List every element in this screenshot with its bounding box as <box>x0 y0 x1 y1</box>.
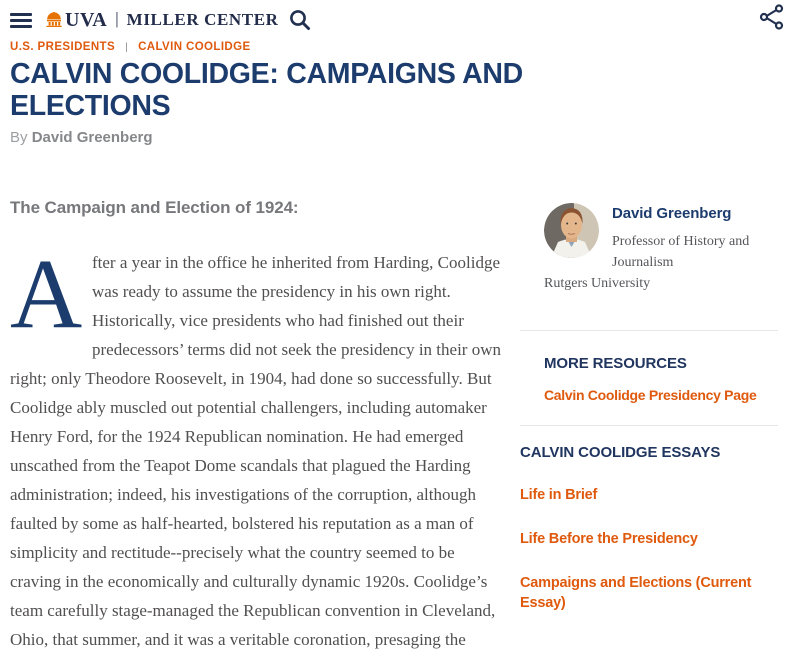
paragraph-text: fter a year in the office he inherited from Harding, Coolidge was ready to assume the presidency in his own right. Historically, vice presidents who had finished out their predecessors’ terms did not seek the presidency in their own right; only Theodore Roosevelt, in 1904, had done so successfully. But Coolidge ably muscled out potential challengers, including automaker Henry Ford, for the 1924 Republican nomination. He had emerged unscathed from the Teapot Dome scandals that plagued the Harding administration; indeed, his investigations of the corruption, although faulted by some as half-hearted, bolstered his reputation as a man of simplicity and rectitude--precisely what the country seemed to be craving in the economically and culturally dynamic 1920s. Coolidge’s team carefully stage-managed the Republican convention in Cleveland, Ohio, that summer, and it was a veritable coronation, presaging the <box>10 253 501 649</box>
section-heading: The Campaign and Election of 1924: <box>10 198 299 217</box>
essays-heading: CALVIN COOLIDGE ESSAYS <box>520 444 721 461</box>
dropcap-letter: A <box>10 238 83 349</box>
byline-author: David Greenberg <box>31 129 153 146</box>
logo-separator: | <box>115 9 119 28</box>
link-presidency-page[interactable]: Calvin Coolidge Presidency Page <box>544 387 757 403</box>
author-affiliation: Rutgers University <box>544 276 651 291</box>
breadcrumb-separator: | <box>125 41 129 53</box>
logo-uva-text: UVA <box>65 8 108 31</box>
link-campaigns-and-elections[interactable]: Campaigns and Elections (Current Essay) <box>520 575 752 611</box>
byline <box>10 129 153 146</box>
author-card <box>520 203 778 331</box>
link-life-before-presidency[interactable]: Life Before the Presidency <box>520 531 698 547</box>
share-icon[interactable] <box>758 4 786 35</box>
page-title-line-1: CALVIN COOLIDGE: CAMPAIGNS AND <box>10 58 523 90</box>
author-title: Professor of History and Journalism <box>612 234 750 270</box>
link-life-in-brief[interactable]: Life in Brief <box>520 487 598 503</box>
page-title <box>10 58 570 122</box>
essays-section <box>520 426 778 613</box>
page-title-line-2: ELECTIONS <box>10 90 171 122</box>
site-header <box>10 5 311 35</box>
miller-center-logo[interactable] <box>46 9 279 32</box>
sidebar <box>520 203 778 613</box>
author-avatar <box>544 203 599 258</box>
breadcrumb-calvin-coolidge[interactable]: CALVIN COOLIDGE <box>138 41 251 53</box>
author-name-link[interactable]: David Greenberg <box>612 205 732 222</box>
breadcrumb <box>10 41 251 53</box>
article-body <box>10 198 507 654</box>
byline-prefix: By <box>10 129 32 146</box>
more-resources-section <box>520 331 778 426</box>
hamburger-menu-icon[interactable] <box>10 13 32 28</box>
search-icon[interactable] <box>289 9 311 31</box>
more-resources-heading: MORE RESOURCES <box>544 355 687 372</box>
logo-miller-center-text: MILLER CENTER <box>126 10 279 29</box>
rotunda-icon <box>46 12 62 27</box>
breadcrumb-us-presidents[interactable]: U.S. PRESIDENTS <box>10 41 116 53</box>
article-paragraph <box>10 238 507 654</box>
